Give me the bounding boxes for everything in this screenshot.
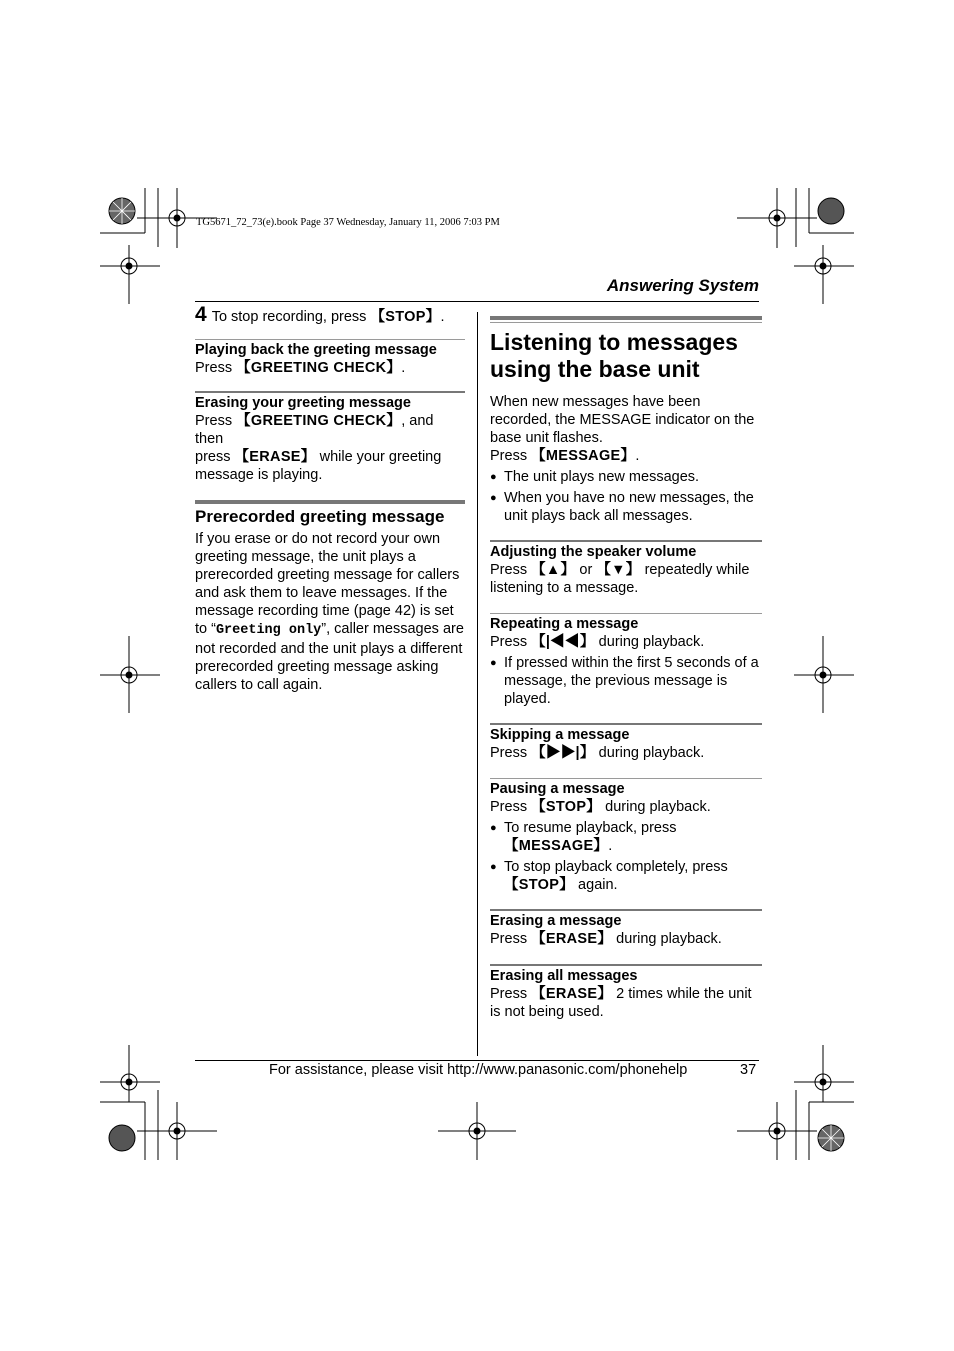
greeting-check-key: 【GREETING CHECK】	[236, 360, 402, 376]
message-key: 【MESSAGE】	[504, 838, 609, 854]
target-dot-icon	[818, 198, 844, 224]
starburst-target-icon	[818, 1125, 844, 1151]
adjust-mid: or	[575, 562, 597, 578]
playback-heading: Playing back the greeting message	[195, 342, 437, 358]
page-number: 37	[740, 1062, 757, 1078]
erase-all-heading: Erasing all messages	[490, 968, 638, 984]
skip-post: during playback.	[594, 745, 705, 761]
stop-key: 【STOP】	[370, 309, 441, 325]
press-post: .	[635, 448, 640, 464]
step-4	[195, 303, 465, 326]
page-title: Listening to messages using the base unit	[490, 329, 738, 382]
prerecorded-body-2: ”, caller messages are not recorded and the unit plays a different prerecorded greeting message asking callers to call again.	[195, 621, 464, 693]
erase-one-post: during playback.	[612, 931, 722, 947]
divider	[195, 339, 465, 340]
divider	[490, 909, 762, 911]
crosshair-icon	[100, 245, 160, 304]
skip-key: 【▶▶|】	[531, 745, 595, 761]
divider	[490, 964, 762, 966]
erasing-mid: , and then	[195, 413, 434, 447]
erase-key: 【ERASE】	[234, 449, 316, 465]
column-divider	[477, 312, 478, 1056]
erase-all-pre: Press	[490, 986, 532, 1002]
skip-heading: Skipping a message	[490, 727, 630, 743]
bullet-item: ● When you have no new messages, the unit plays back all messages.	[490, 489, 762, 525]
erase-message-heading: Erasing a message	[490, 913, 622, 929]
press-pre: Press	[490, 448, 532, 464]
resume-text: To resume playback, press	[504, 820, 677, 836]
erase-message-instruction	[490, 930, 762, 948]
starburst-target-icon	[109, 198, 135, 224]
erasing-heading: Erasing your greeting message	[195, 395, 411, 411]
playback-instruction	[195, 359, 465, 377]
divider	[490, 540, 762, 542]
pause-instruction	[490, 798, 762, 816]
erasing-end: message is playing.	[195, 467, 323, 483]
erase-all-post: 2 times while the unit is not being used.	[490, 986, 752, 1020]
left-column	[195, 305, 465, 694]
playback-pre: Press	[195, 360, 237, 376]
erasing-pre: Press	[195, 413, 237, 429]
pause-post: during playback.	[601, 799, 711, 815]
repeat-post: during playback.	[594, 634, 705, 650]
prerecorded-body-1: If you erase or do not record your own greeting message, the unit plays a prerecorded greeting message for callers and ask them to leave messages. If the message recording time (page 42) is set to “	[195, 531, 460, 637]
footer-assistance-text: For assistance, please visit http://www.panasonic.com/phonehelp	[269, 1062, 688, 1078]
divider	[195, 391, 465, 393]
press-message-instruction	[490, 447, 762, 465]
section-rule	[195, 500, 465, 504]
greeting-only-setting: Greeting only	[215, 623, 322, 638]
erase-key: 【ERASE】	[531, 986, 613, 1002]
stop-playback-text: To stop playback completely, press	[504, 859, 728, 875]
right-column	[490, 316, 762, 1021]
target-dot-icon	[109, 1125, 135, 1151]
repeat-key: 【|◀◀】	[531, 634, 595, 650]
footer-rule	[195, 1060, 759, 1061]
bullet-item: ● The unit plays new messages.	[490, 468, 762, 486]
section-rule-thin	[490, 322, 762, 323]
bullet-item	[490, 858, 762, 894]
message-key: 【MESSAGE】	[531, 448, 636, 464]
divider	[490, 723, 762, 725]
header-rule	[195, 301, 759, 302]
volume-up-key: 【▲】	[531, 562, 576, 578]
erase-all-instruction	[490, 985, 762, 1021]
divider	[490, 613, 762, 614]
erase-one-pre: Press	[490, 931, 532, 947]
divider	[490, 778, 762, 779]
stop-key: 【STOP】	[531, 799, 602, 815]
intro-text: When new messages have been recorded, the MESSAGE indicator on the base unit flashes.	[490, 394, 755, 446]
erasing-instruction	[195, 412, 465, 484]
playback-post: .	[401, 360, 406, 376]
prerecorded-heading: Prerecorded greeting message	[195, 507, 445, 526]
pause-heading: Pausing a message	[490, 781, 625, 797]
adjust-instruction	[490, 561, 762, 597]
repeat-heading: Repeating a message	[490, 616, 639, 632]
step-text: To stop recording, press	[211, 309, 367, 325]
prerecorded-body	[195, 530, 465, 694]
adjust-pre: Press	[490, 562, 532, 578]
adjust-heading: Adjusting the speaker volume	[490, 544, 697, 560]
step-end: .	[440, 309, 445, 325]
print-info: TG5671_72_73(e).book Page 37 Wednesday, January 11, 2006 7:03 PM	[196, 217, 500, 228]
erase-key: 【ERASE】	[531, 931, 613, 947]
bullet-item: ● If pressed within the first 5 seconds of a message, the previous message is played.	[490, 654, 762, 708]
erasing-pre2: press	[195, 449, 235, 465]
section-title: Answering System	[606, 276, 759, 295]
step-number: 4	[195, 303, 207, 326]
volume-down-key: 【▼】	[596, 562, 641, 578]
section-rule	[490, 316, 762, 320]
crosshair-icon	[794, 1045, 854, 1102]
repeat-pre: Press	[490, 634, 532, 650]
skip-instruction	[490, 744, 762, 762]
adjust-post: repeatedly while listening to a message.	[490, 562, 750, 596]
stop-key: 【STOP】	[504, 877, 575, 893]
crosshair-icon	[100, 1045, 160, 1102]
skip-pre: Press	[490, 745, 532, 761]
bullet-item	[490, 819, 762, 855]
pause-pre: Press	[490, 799, 532, 815]
crosshair-icon	[794, 245, 854, 304]
resume-end: .	[608, 838, 613, 854]
greeting-check-key: 【GREETING CHECK】	[236, 413, 402, 429]
repeat-instruction	[490, 633, 762, 651]
erasing-mid2: while your greeting	[315, 449, 442, 465]
stop-playback-end: again.	[574, 877, 618, 893]
